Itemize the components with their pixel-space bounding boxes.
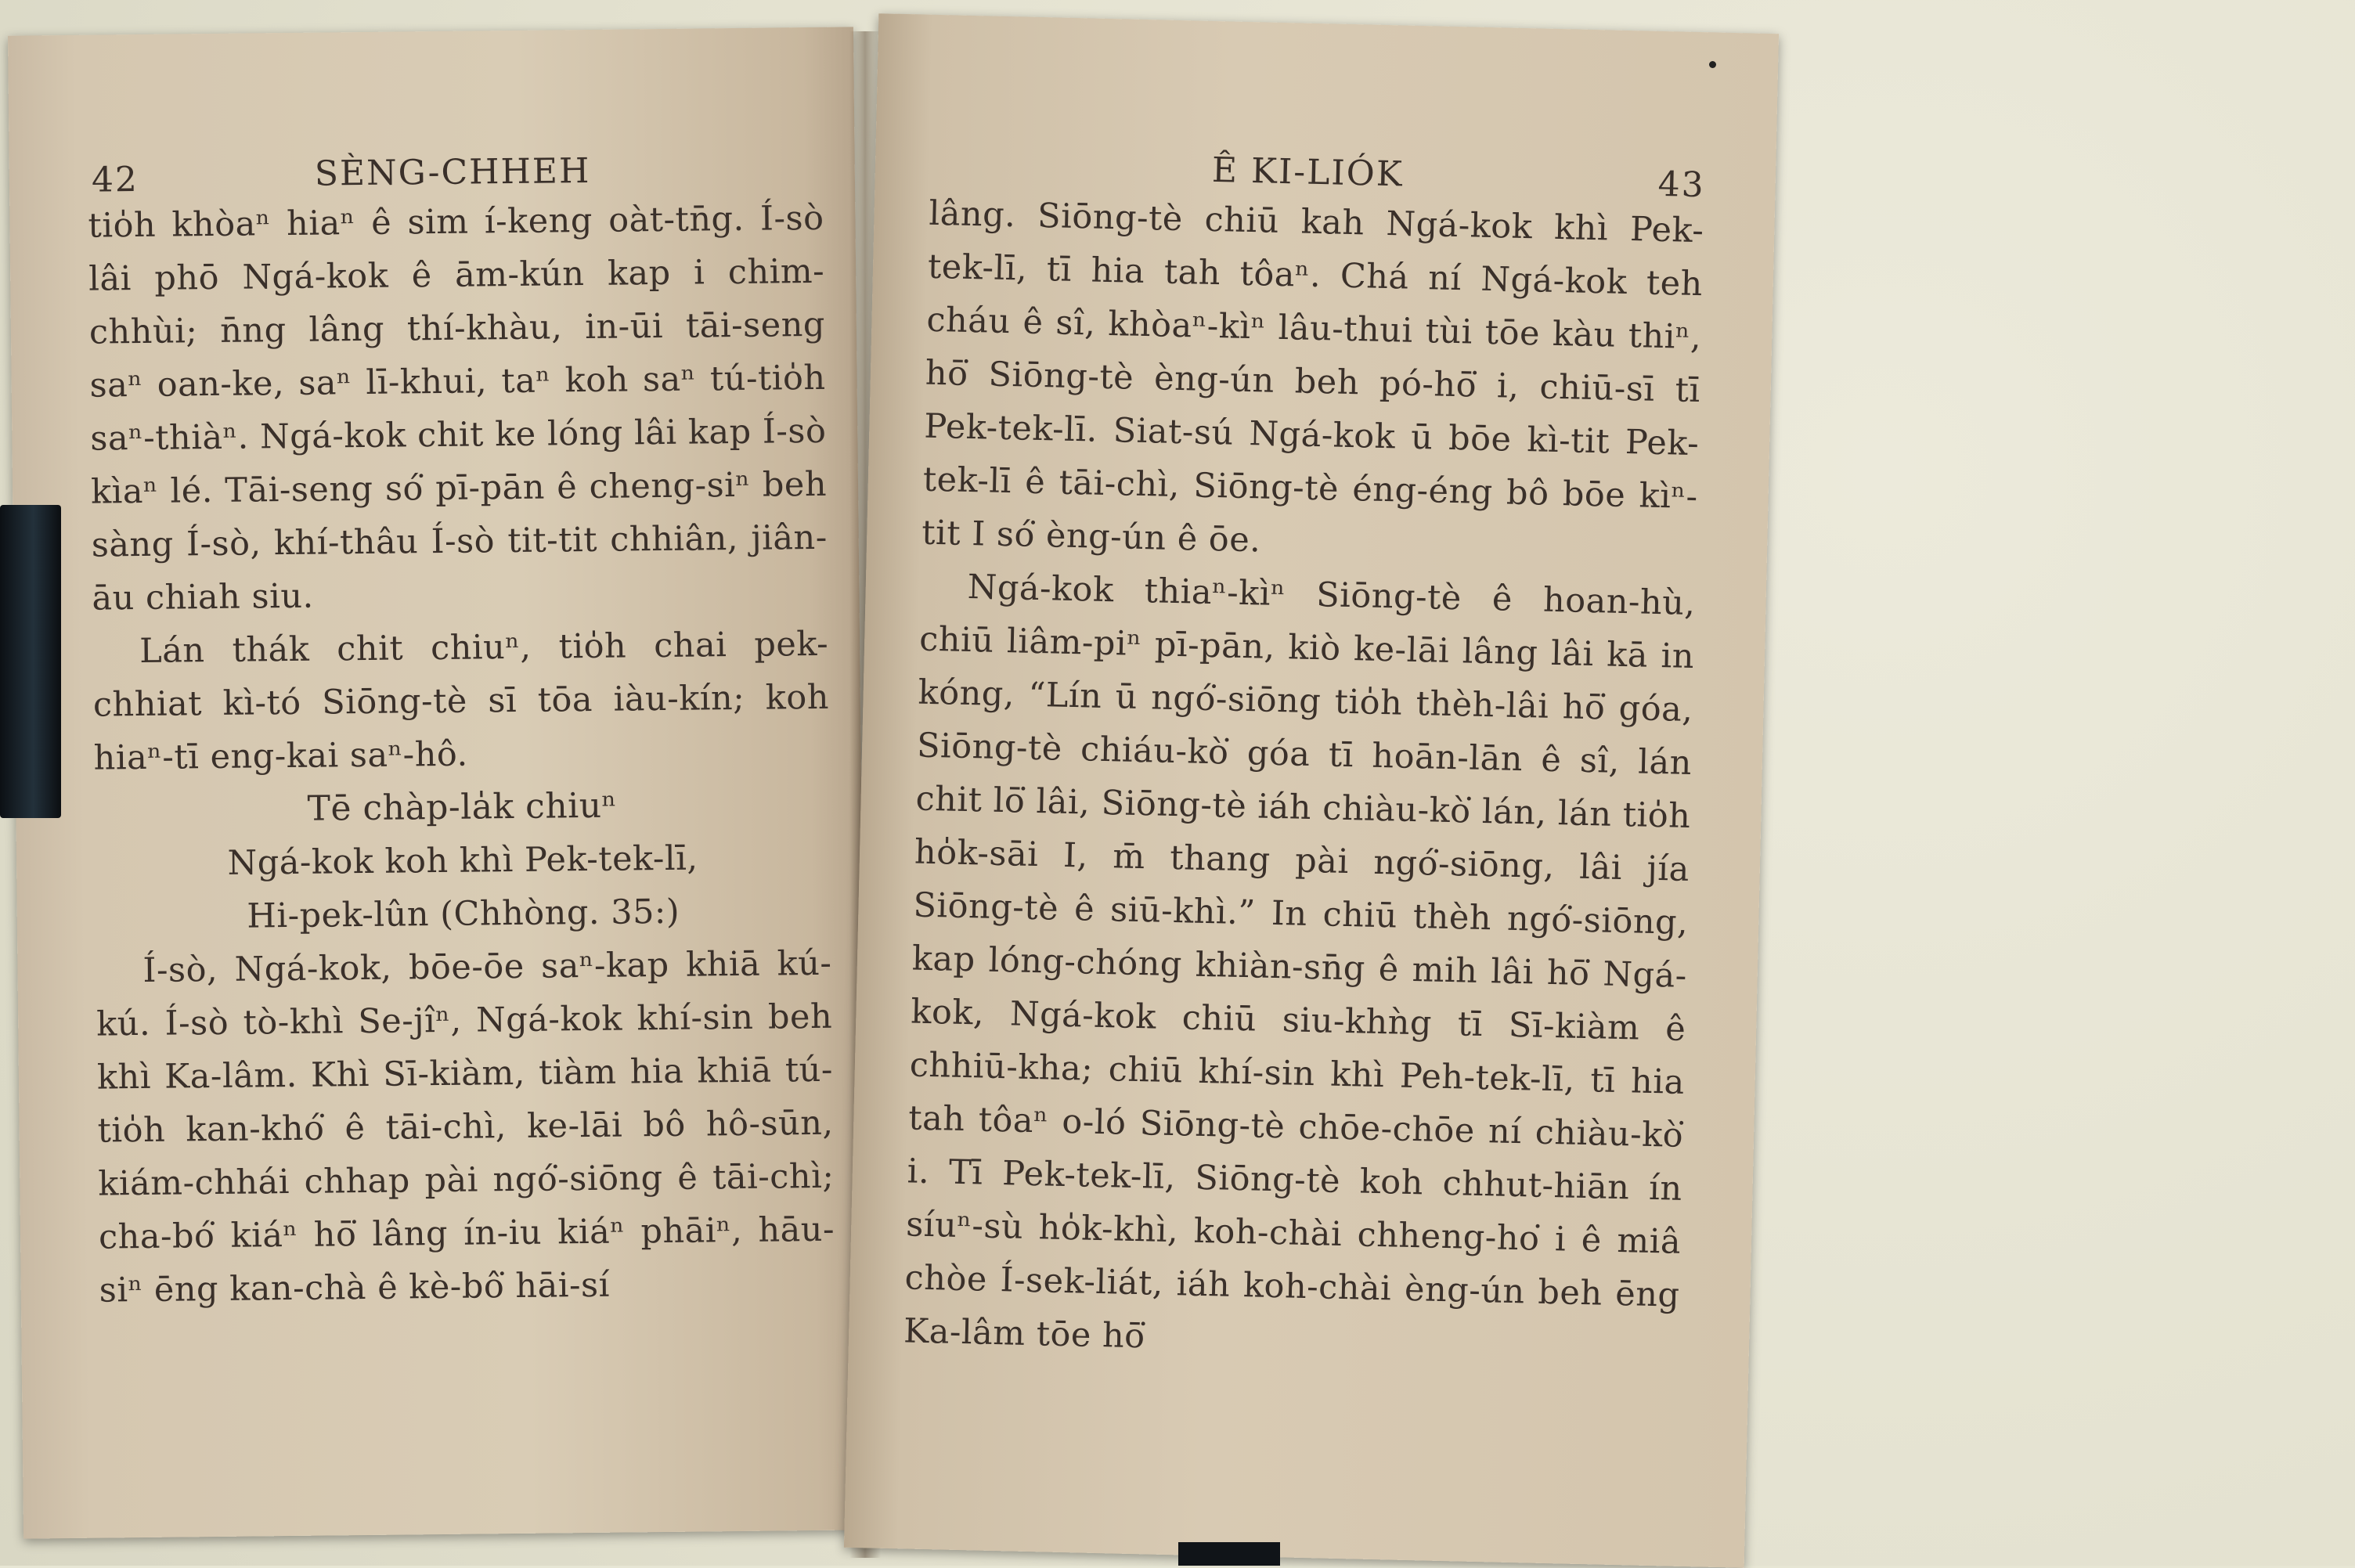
left-page-body [88,192,835,1317]
bookmark-ribbon-bottom [1178,1542,1280,1566]
right-paragraph-1: lâng. Siōng-tè chiū kah Ngá-kok khì Pek-tek-lī, tī hia tah tôaⁿ. Chá ní Ngá-kok teh cháu ê sî, khòaⁿ-kìⁿ lâu-thui tùi tōe kàu thiⁿ, hō͘ Siōng-tè èng-ún beh pó-hō͘ i, chiū-sī tī Pek-tek-lī. Siat-sú Ngá-kok ū bōe kì-tit Pek-tek-lī ê tāi-chì, Siōng-tè éng-éng bô bōe kìⁿ-tit I só͘ èng-ún ê ōe. [921,193,1704,561]
section-heading: Tē chàp-la̍k chiuⁿ [307,785,618,829]
left-page [8,27,869,1538]
right-running-title: Ê KI-LIÓK [1211,150,1405,195]
right-page [844,13,1779,1568]
left-paragraph-1: tio̍h khòaⁿ hiaⁿ ê sim í-keng oàt-tn̄g. Í-sò lâi phō Ngá-kok ê ām-kún kap i chim-chhùi; n̄ng lâng thí-khàu, in-ūi tāi-seng saⁿ oan-ke, saⁿ lī-khui, taⁿ koh saⁿ tú-tio̍h saⁿ-thiàⁿ. Ngá-kok chit ke lóng lâi kap Í-sò kìaⁿ lé. Tāi-seng só͘ pī-pān ê cheng-siⁿ beh sàng Í-sò, khí-thâu Í-sò tit-tit chhiân, jiân-āu chiah siu. [88,198,828,618]
right-page-number: 43 [1657,164,1706,206]
left-page-header [87,121,824,200]
right-paragraph-2: Ngá-kok thiaⁿ-kìⁿ Siōng-tè ê hoan-hù, chiū liâm-piⁿ pī-pān, kiò ke-lāi lâng lâi kā in kóng, “Lín ū ngó͘-siōng tio̍h thèh-lâi hō͘ góa, Siōng-tè chiáu-kò͘ góa tī hoān-lān ê sî, lán chit lō͘ lâi, Siōng-tè iáh chiàu-kò͘ lán, lán tio̍h ho̍k-sāi I, m̄ thang pài ngó͘-siōng, lâi jía Siōng-tè ê siū-khì.” In chiū thèh ngó͘-siōng, kap lóng-chóng khiàn-sn̄g ê mih lâi hō͘ Ngá-kok, Ngá-kok chiū siu-khǹg tī Sī-kiàm ê chhiū-kha; chiū khí-sin khì Peh-tek-lī, tī hia tah tôaⁿ o-ló Siōng-tè chōe-chōe ní chiàu-kò͘ i. Tī Pek-tek-lī, Siōng-tè koh chhut-hiān ín síuⁿ-sù ho̍k-khì, koh-chài chheng-ho͘ i ê miâ chòe Í-sek-liát, iáh koh-chài èng-ún beh ēng Ka-lâm tōe hō͘ [903,567,1697,1357]
left-page-number: 42 [91,159,139,200]
verse-line-1: Ngá-kok koh khì Pek-tek-lī, [227,838,698,883]
left-paragraph-3: Í-sò, Ngá-kok, bōe-ōe saⁿ-kap khiā kú-kú. Í-sò tò-khì Se-jîⁿ, Ngá-kok khí-sin beh khì Ka-lâm. Khì Sī-kiàm, tiàm hia khiā tú-tio̍h kan-khó͘ ê tāi-chì, ke-lāi bô hô-sūn, kiám-chhái chhap pài ngó͘-siōng ê tāi-chì; cha-bó͘ kiáⁿ hō͘ lâng ín-iu kiáⁿ phāiⁿ, hāu-siⁿ ēng kan-chà ê kè-bô͘ hāi-sí [96,943,835,1310]
verse-line-2: Hi-pek-lûn (Chhòng. 35:) [247,892,680,936]
open-book [0,16,1769,1550]
left-paragraph-2: Lán thák chit chiuⁿ, tio̍h chai pek-chhiat kì-tó Siōng-tè sī tōa iàu-kín; koh hiaⁿ-tī eng-kai saⁿ-hô. [92,624,830,778]
bookmark-ribbon [0,505,61,818]
left-running-title: SÈNG-CHHEH [314,150,591,194]
right-page-body [903,187,1704,1375]
ink-dot [1709,61,1716,68]
